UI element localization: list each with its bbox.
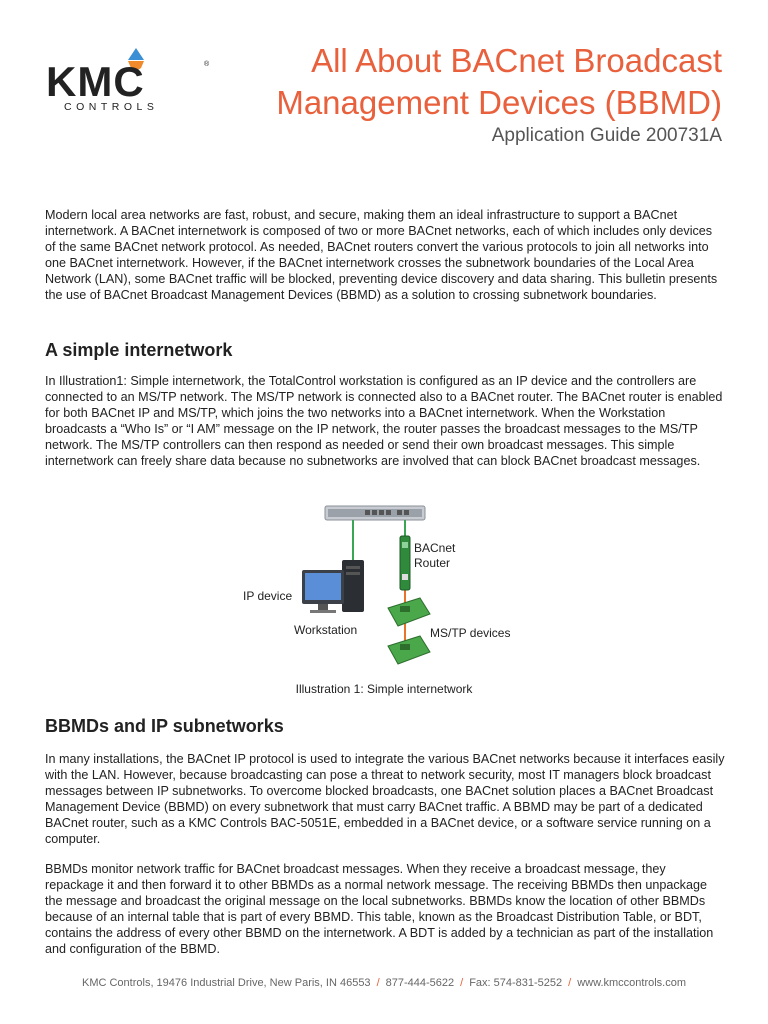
- kmc-logo: [44, 46, 214, 112]
- section2-paragraph-1: In many installations, the BACnet IP protocol is used to integrate the various BACnet networks because it interfaces easily with the LAN. However, because broadcasting can pose a threat to network security, most IT managers block broadcast messages between IP subnetworks. To overcome blocked broadcasts, one BACnet solution places a BACnet Broadcast Management Device (BBMD) on every subnetwork that must carry BACnet traffic. A BBMD may be part of a dedicated BACnet router, such as a KMC Controls BAC-5051E, embedded in a BACnet device, or a software service running on a computer.: [45, 752, 725, 846]
- section-heading-simple-internetwork: A simple internetwork: [45, 340, 233, 360]
- label-bacnet-router: BACnet Router: [414, 541, 456, 570]
- label-workstation: Workstation: [294, 623, 358, 637]
- figure-caption: Illustration 1: Simple internetwork: [295, 682, 473, 696]
- bacnet-router-icon: [400, 536, 410, 590]
- footer-address: KMC Controls, 19476 Industrial Drive, New Paris, IN 46553: [81, 977, 371, 989]
- intro-paragraph: Modern local area networks are fast, robust, and secure, making them an ideal infrastructure to support a BACnet internetwork. A BACnet internetwork is composed of two or more BACnet networks, each of which includes only devices of the same BACnet network protocol. As needed, BACnet routers convert the various protocols to join all networks into one BACnet internetwork. However, if the BACnet internetwork crosses the subnetwork boundaries of the Local Area Network (LAN), some BACnet traffic will be blocked, preventing device discovery and data sharing. This bulletin presents the use of BACnet Broadcast Management Devices (BBMD) as a solution to crossing subnetwork boundaries.: [45, 208, 718, 302]
- footer-phone: 877-444-5622: [385, 977, 455, 989]
- section1-paragraph: In Illustration1: Simple internetwork, the TotalControl workstation is configured as an IP device and the controllers are connected to an MS/TP network. The MS/TP network is connected also to a BACnet router. The BACnet router is enabled for both BACnet IP and MS/TP, which joins the two networks into a BACnet internetwork. When the Workstation broadcasts a “Who Is” or “I AM” message on the IP network, the router passes the broadcast messages to the MS/TP network. The MS/TP controllers can then respond as needed or send their own broadcast messages. This simple internetwork can freely share data because no subnetworks are involved that can block BACnet broadcast messages.: [45, 374, 723, 468]
- network-switch-icon: [325, 506, 425, 520]
- logo-text: KMC: [46, 58, 145, 105]
- label-mstp-devices: MS/TP devices: [430, 626, 511, 640]
- label-ip-device: IP device: [243, 589, 293, 603]
- section2-paragraph-2: BBMDs monitor network traffic for BACnet broadcast messages. When they receive a broadcast message, they repackage it and then forward it to other BBMDs as a normal network message. The receiving BBMDs then unpackage the message and broadcast the original message on the local subnetworks. BBMDs know the location of other BBMDs because of an internal table that is part of every BBMD. This table, known as the Broadcast Distribution Table, or BDT, contains the address of every other BBMD on the internetwork. A BDT is added by a technician as part of the installation and configuration of the BBMD.: [45, 862, 714, 956]
- mstp-device-icon: [388, 636, 430, 664]
- section-heading-bbmds: BBMDs and IP subnetworks: [45, 716, 284, 736]
- mstp-device-icon: [388, 598, 430, 626]
- page-subtitle: Application Guide 200731A: [491, 125, 722, 146]
- page-footer: KMC Controls, 19476 Industrial Drive, New Paris, IN 46553 / 877-444-5622 / Fax: 574-831-5252 / www.kmccontrols.com: [81, 977, 687, 989]
- footer-fax: Fax: 574-831-5252: [469, 977, 563, 989]
- svg-text:®: ®: [204, 61, 210, 68]
- title-line-1: All About BACnet Broadcast: [311, 42, 722, 79]
- title-line-2: Management Devices (BBMD): [276, 84, 722, 121]
- illustration-simple-internetwork: [230, 500, 530, 680]
- footer-website-link[interactable]: www.kmccontrols.com: [577, 977, 687, 989]
- logo-subtext: CONTROLS: [64, 101, 159, 112]
- page-title: [276, 40, 722, 124]
- workstation-icon: [302, 560, 364, 613]
